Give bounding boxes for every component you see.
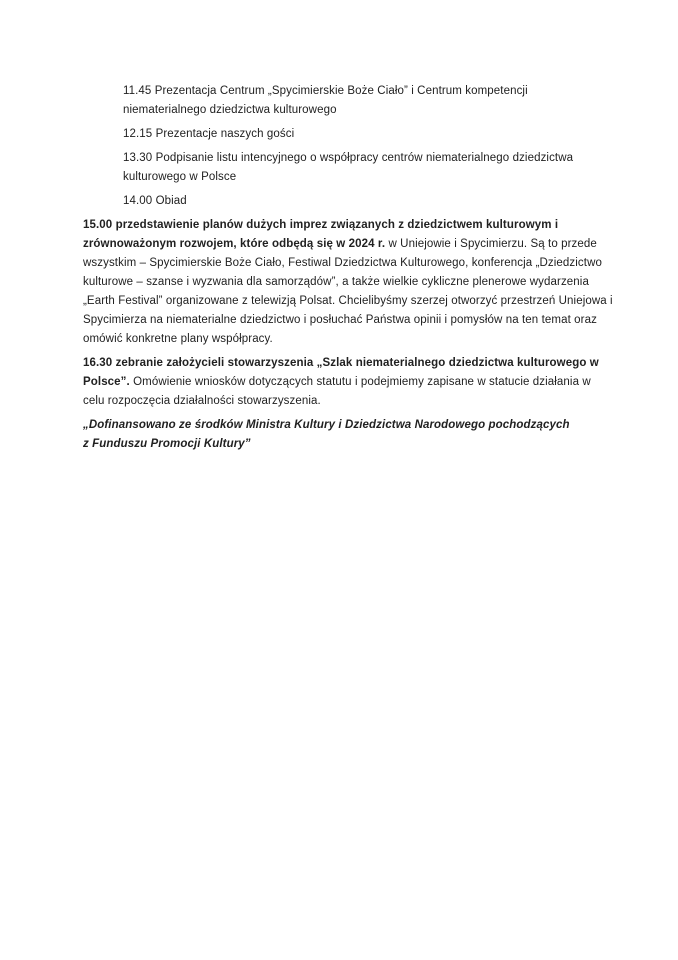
text-segment: 14.00 Obiad	[123, 195, 187, 207]
text-segment: w Uniejowie i Spycimierzu. Są to przede	[385, 238, 597, 250]
text-segment: Polsce”.	[83, 376, 130, 388]
text-segment: 15.00 przedstawienie planów dużych imprez związanych z dziedzictwem kulturowym i	[83, 219, 559, 231]
text-segment: 13.30 Podpisanie listu intencyjnego o współpracy centrów niematerialnego dziedzictwa	[123, 152, 574, 164]
agenda-paragraph-1630	[83, 354, 638, 411]
text-segment: „Earth Festival” organizowane z telewizją Polsat. Chcielibyśmy szerzej otworzyć przestrzeń Uniejowa i	[83, 295, 613, 307]
text-segment: zrównoważonym rozwojem, które odbędą się w 2024 r.	[83, 238, 386, 250]
text-segment: omówić konkretne plany współpracy.	[83, 333, 273, 345]
text-segment: 12.15 Prezentacje naszych gości	[123, 128, 295, 140]
text-segment: wszystkim – Spycimierskie Boże Ciało, Festiwal Dziedzictwa Kulturowego, konferencja „Dziedzictwo	[83, 257, 602, 269]
text-segment: niematerialnego dziedzictwa kulturowego	[123, 104, 337, 116]
schedule-item-1215	[123, 125, 638, 144]
text-segment: Spycimierza na niematerialne dziedzictwo i posłuchać Państwa opinii i pomysłów na ten temat oraz	[83, 314, 597, 326]
text-segment: „Dofinansowano ze środków Ministra Kultury i Dziedzictwa Narodowego pochodzących	[83, 419, 570, 431]
schedule-item-1145	[123, 82, 638, 120]
text-segment: kulturowego w Polsce	[123, 171, 237, 183]
text-segment: Omówienie wniosków dotyczących statutu i podejmiemy zapisane w statucie działania w	[129, 376, 591, 388]
text-segment: celu rozpoczęcia działalności stowarzyszenia.	[83, 395, 321, 407]
text-segment: 16.30 zebranie założycieli stowarzyszenia „Szlak niematerialnego dziedzictwa kulturowego w	[83, 357, 599, 369]
text-segment: kulturowe – szanse i wyzwania dla samorządów”, a także wielkie cykliczne plenerowe wydarzenia	[83, 276, 589, 288]
text-segment: z Funduszu Promocji Kultury”	[83, 438, 251, 450]
agenda-paragraph-1500	[83, 216, 638, 349]
schedule-item-1400	[123, 192, 638, 211]
text-segment: 11.45 Prezentacja Centrum „Spycimierskie Boże Ciało” i Centrum kompetencji	[123, 85, 528, 97]
funding-attribution	[83, 416, 638, 454]
schedule-item-1330	[123, 149, 638, 187]
